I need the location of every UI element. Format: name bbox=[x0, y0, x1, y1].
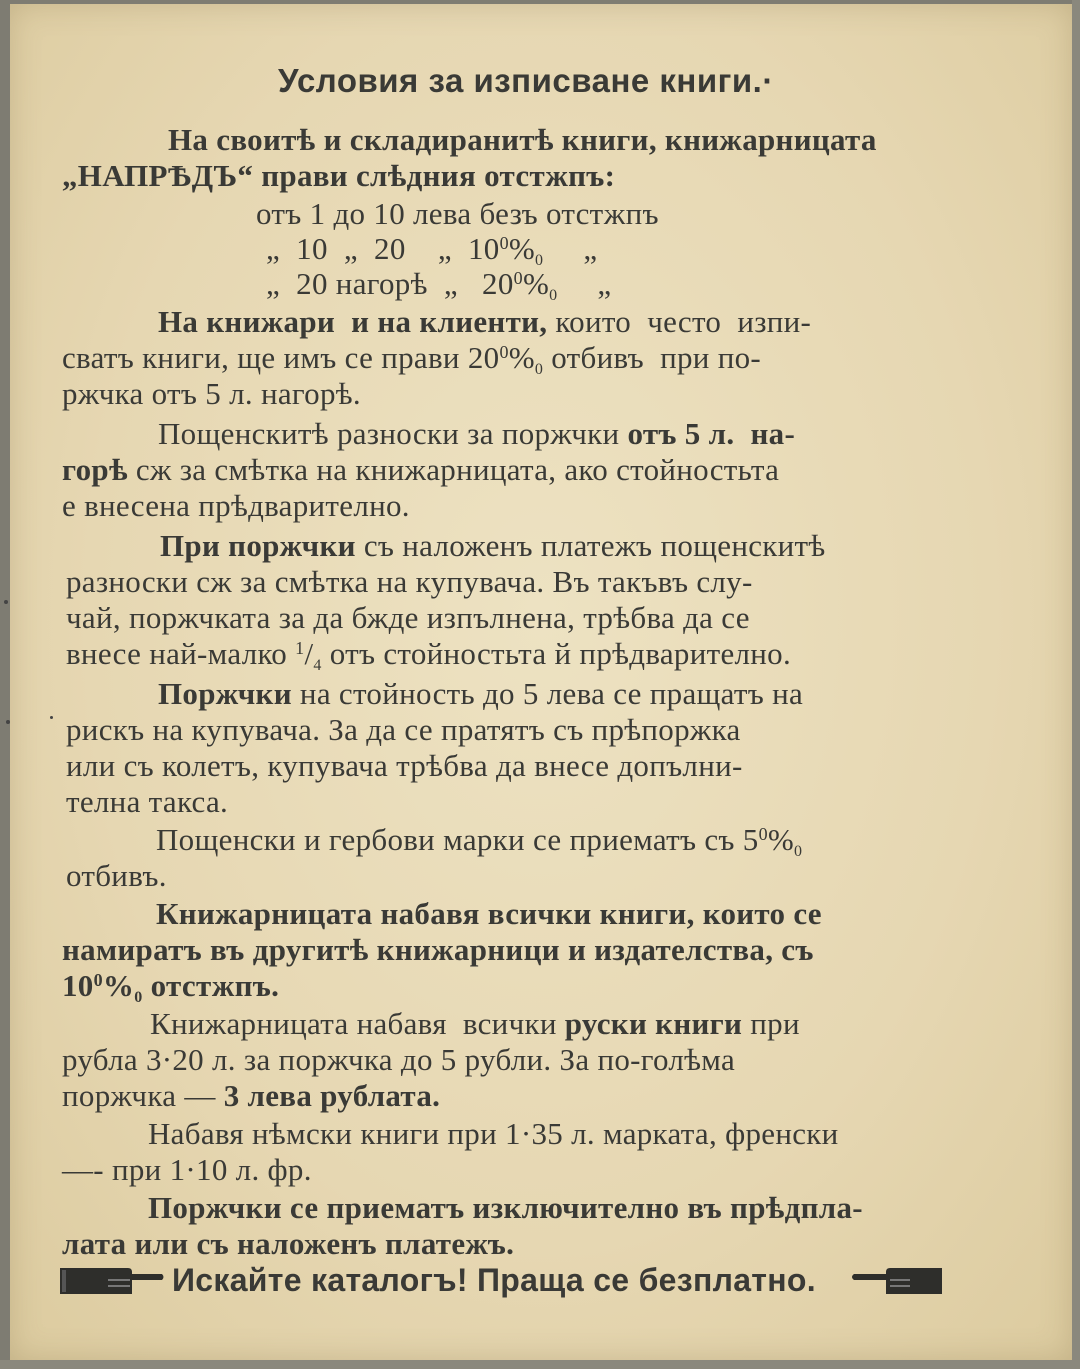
para-4-l4-text: внесе най-малко bbox=[66, 636, 296, 671]
para-7-line-2: намиратъ въ другитѣ книжарници и издателства, съ bbox=[62, 932, 814, 967]
rate-row-3-pct-sub: 0 bbox=[549, 287, 558, 304]
para-2-line-3: ржчка отъ 5 л. нагорѣ. bbox=[62, 376, 361, 411]
scan-border-left bbox=[0, 0, 10, 1369]
para-4-l1-text: съ наложенъ платежъ пощенскитѣ bbox=[355, 528, 826, 563]
para-2-pct-sup: 0 bbox=[499, 342, 509, 362]
para-2-pct: % bbox=[508, 340, 535, 375]
rate-row-2-ditto: „ bbox=[583, 231, 598, 266]
para-3-line-1 bbox=[158, 416, 795, 452]
para-8-l1-rest: при bbox=[742, 1006, 800, 1041]
para-2-line-1 bbox=[158, 304, 811, 340]
rate-row-2-pct-sub: 0 bbox=[535, 252, 544, 269]
fraction-numerator: 1 bbox=[295, 638, 305, 658]
page-title: Условия за изписване книги.· bbox=[278, 62, 774, 99]
para-3-l1-bold: отъ 5 л. на- bbox=[627, 416, 796, 451]
para-4-l4-rest: отъ стойностьта й прѣдварително. bbox=[321, 636, 792, 671]
para-4-line-2: разноски сж за смѣтка на купувача. Въ такъвъ слу- bbox=[66, 564, 753, 599]
para-8-l3-text: поржчка — bbox=[62, 1078, 224, 1113]
para-4-line-1 bbox=[160, 528, 826, 564]
document-page bbox=[10, 4, 1072, 1360]
para-7-pct-sup: 0 bbox=[93, 970, 103, 990]
para-2-rest: които често изпи- bbox=[547, 304, 812, 339]
para-2-bold: На книжари и на клиенти, bbox=[158, 304, 548, 339]
para-4-bold: При поржчки bbox=[160, 528, 356, 563]
para-9-line-1: Набавя нѣмски книги при 1·35 л. марката, френски bbox=[148, 1116, 839, 1151]
para-5-line-1 bbox=[158, 676, 803, 712]
rate-row-3-pct: % bbox=[522, 266, 550, 301]
para-3-l2-text: сж за смѣтка на книжарницата, ако стойностьта bbox=[127, 452, 780, 487]
print-speck bbox=[6, 720, 10, 724]
para-9-line-2: —- при 1·10 л. фр. bbox=[62, 1152, 312, 1187]
rate-row-1: отъ 1 до 10 лева безъ отстжпъ bbox=[256, 196, 659, 231]
intro-line-1: На своитѣ и складиранитѣ книги, книжарницата bbox=[168, 122, 877, 157]
para-6-pct-sub: 0 bbox=[794, 843, 803, 860]
para-8-line-3 bbox=[62, 1078, 440, 1114]
para-8-line-1 bbox=[150, 1006, 800, 1042]
intro-line-2: „НАПРѢДЪ“ прави слѣдния отстжпъ: bbox=[62, 158, 616, 193]
para-10-line-1: Поржчки се приематъ изключително въ прѣдпла- bbox=[148, 1190, 863, 1225]
rate-row-3-pct-sup: 0 bbox=[513, 268, 523, 288]
para-5-line-3: или съ колетъ, купувача трѣбва да внесе допълни- bbox=[66, 748, 743, 783]
para-2-pct-sub: 0 bbox=[534, 361, 544, 378]
para-6-pct: % bbox=[767, 822, 795, 857]
print-speck bbox=[4, 600, 8, 604]
para-5-line-4: телна такса. bbox=[66, 784, 229, 819]
para-4-line-4: внесе най-малко $^1/_4$ отъ стойностьта й прѣдварително. bbox=[66, 636, 792, 674]
rate-row-3-text: „ 20 нагорѣ „ 20 bbox=[266, 266, 514, 301]
para-8-bold: руски книги bbox=[564, 1006, 743, 1041]
para-3-line-3: е внесена прѣдварително. bbox=[62, 488, 410, 523]
para-2-l2-rest: отбивъ при по- bbox=[543, 340, 762, 375]
fraction-denominator: 4 bbox=[313, 657, 322, 674]
rate-row-3-ditto: „ bbox=[597, 266, 612, 301]
para-6-l1-text: Пощенски и гербови марки се приематъ съ 5 bbox=[156, 822, 759, 857]
para-7-l3-text: отстжпъ. bbox=[142, 968, 280, 1003]
para-8-l1-text: Книжарницата набавя всички bbox=[150, 1006, 565, 1041]
pointing-hand-left-icon bbox=[846, 1260, 946, 1302]
para-10-line-2: лата или съ наложенъ платежъ. bbox=[62, 1226, 515, 1261]
para-6-line-1 bbox=[156, 822, 802, 861]
para-7-line-1: Книжарницата набавя всички книги, които се bbox=[156, 896, 822, 931]
para-3-l1-text: Пощенскитѣ разноски за поржчки bbox=[158, 416, 628, 451]
para-2-line-2 bbox=[62, 340, 761, 379]
para-5-line-2: рискъ на купувача. За да се пратятъ съ прѣпоржка bbox=[66, 712, 741, 747]
para-7-line-3 bbox=[62, 968, 279, 1007]
para-3-line-2 bbox=[62, 452, 779, 488]
para-7-pct: % bbox=[102, 968, 135, 1003]
para-5-bold: Поржчки bbox=[158, 676, 292, 711]
rate-row-2-pct: % bbox=[508, 231, 536, 266]
para-2-l2-text: сватъ книги, ще имъ се прави 20 bbox=[62, 340, 500, 375]
para-6-pct-sup: 0 bbox=[758, 824, 768, 844]
rate-row-2-text: „ 10 „ 20 „ 10 bbox=[266, 231, 500, 266]
footer-catalog-note: Искайте каталогъ! Праща се безплатно. bbox=[172, 1262, 816, 1298]
para-7-l3-num: 10 bbox=[62, 968, 94, 1003]
pointing-hand-right-icon bbox=[58, 1260, 166, 1302]
print-speck bbox=[50, 716, 53, 719]
para-3-l2-bold: горѣ bbox=[62, 452, 128, 487]
rate-row-2 bbox=[266, 231, 597, 270]
rate-row-3 bbox=[266, 266, 611, 305]
para-4-line-3: чай, поржчката за да бжде изпълнена, трѣбва да се bbox=[66, 600, 750, 635]
rate-row-2-pct-sup: 0 bbox=[499, 233, 509, 253]
scan-border-right bbox=[1072, 0, 1080, 1369]
para-8-line-2: рубла 3·20 л. за поржчка до 5 рубли. За по-голѣма bbox=[62, 1042, 736, 1077]
para-7-pct-sub: 0 bbox=[134, 989, 143, 1006]
para-5-l1-text: на стойность до 5 лева се пращатъ на bbox=[291, 676, 804, 711]
para-8-l3-bold: 3 лева рублата. bbox=[223, 1078, 441, 1113]
scan-border-bottom bbox=[0, 1360, 1080, 1369]
para-6-line-2: отбивъ. bbox=[66, 858, 167, 893]
